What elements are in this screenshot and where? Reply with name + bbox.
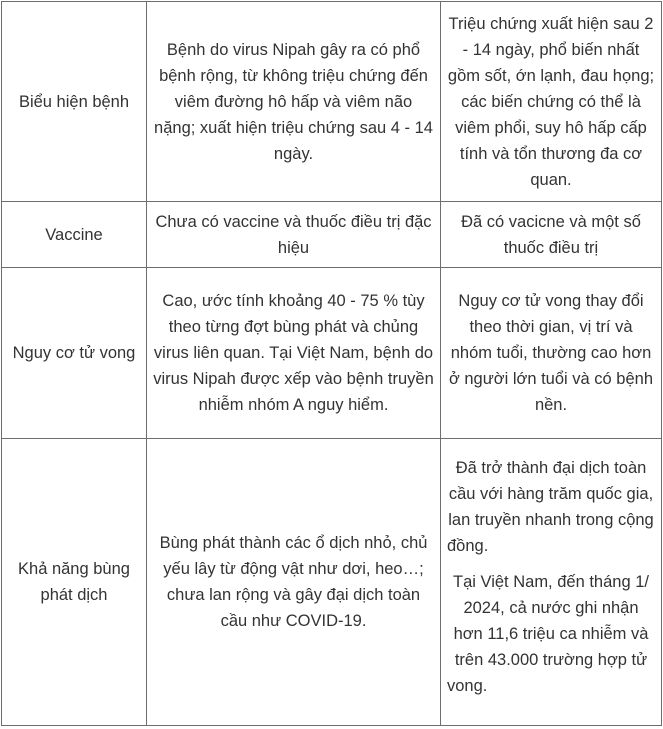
cell-nipah-symptoms: Bệnh do virus Nipah gây ra có phổ bệnh rộng, từ không triệu chứng đến viêm đường hô hấp và viêm não nặng; xuất hiện triệu chứng sau 4 - 14 ngày. xyxy=(147,2,441,202)
covid-outbreak-paragraph-1: Đã trở thành đại dịch toàn cầu với hàng trăm quốc gia, lan truyền nhanh trong cộng đồng. xyxy=(447,459,654,555)
row-label-symptoms: Biểu hiện bệnh xyxy=(2,2,147,202)
cell-covid-vaccine: Đã có vacicne và một số thuốc điều trị xyxy=(441,202,662,268)
row-label-outbreak: Khả năng bùng phát dịch xyxy=(2,439,147,726)
table-row-vaccine xyxy=(2,202,662,268)
cell-nipah-outbreak: Bùng phát thành các ổ dịch nhỏ, chủ yếu lây từ động vật như dơi, heo…; chưa lan rộng và gây đại dịch toàn cầu như COVID-19. xyxy=(147,439,441,726)
cell-nipah-mortality: Cao, ước tính khoảng 40 - 75 % tùy theo từng đợt bùng phát và chủng virus liên quan. Tại Việt Nam, bệnh do virus Nipah được xếp vào bệnh truyền nhiễm nhóm A nguy hiểm. xyxy=(147,268,441,439)
table-row-outbreak xyxy=(2,439,662,726)
row-label-mortality: Nguy cơ tử vong xyxy=(2,268,147,439)
table-row-symptoms xyxy=(2,2,662,202)
row-label-vaccine: Vaccine xyxy=(2,202,147,268)
comparison-table xyxy=(1,1,662,726)
covid-outbreak-paragraph-2: Tại Việt Nam, đến tháng 1/ 2024, cả nước ghi nhận hơn 11,6 triệu ca nhiễm và trên 43.000 trường hợp tử vong. xyxy=(447,573,649,695)
cell-covid-outbreak xyxy=(441,439,662,726)
cell-covid-mortality: Nguy cơ tử vong thay đổi theo thời gian, vị trí và nhóm tuổi, thường cao hơn ở người lớn tuổi và có bệnh nền. xyxy=(441,268,662,439)
cell-nipah-vaccine: Chưa có vaccine và thuốc điều trị đặc hiệu xyxy=(147,202,441,268)
table-row-mortality xyxy=(2,268,662,439)
cell-covid-symptoms: Triệu chứng xuất hiện sau 2 - 14 ngày, phổ biến nhất gồm sốt, ớn lạnh, đau họng; các biến chứng có thể là viêm phổi, suy hô hấp cấp tính và tổn thương đa cơ quan. xyxy=(441,2,662,202)
